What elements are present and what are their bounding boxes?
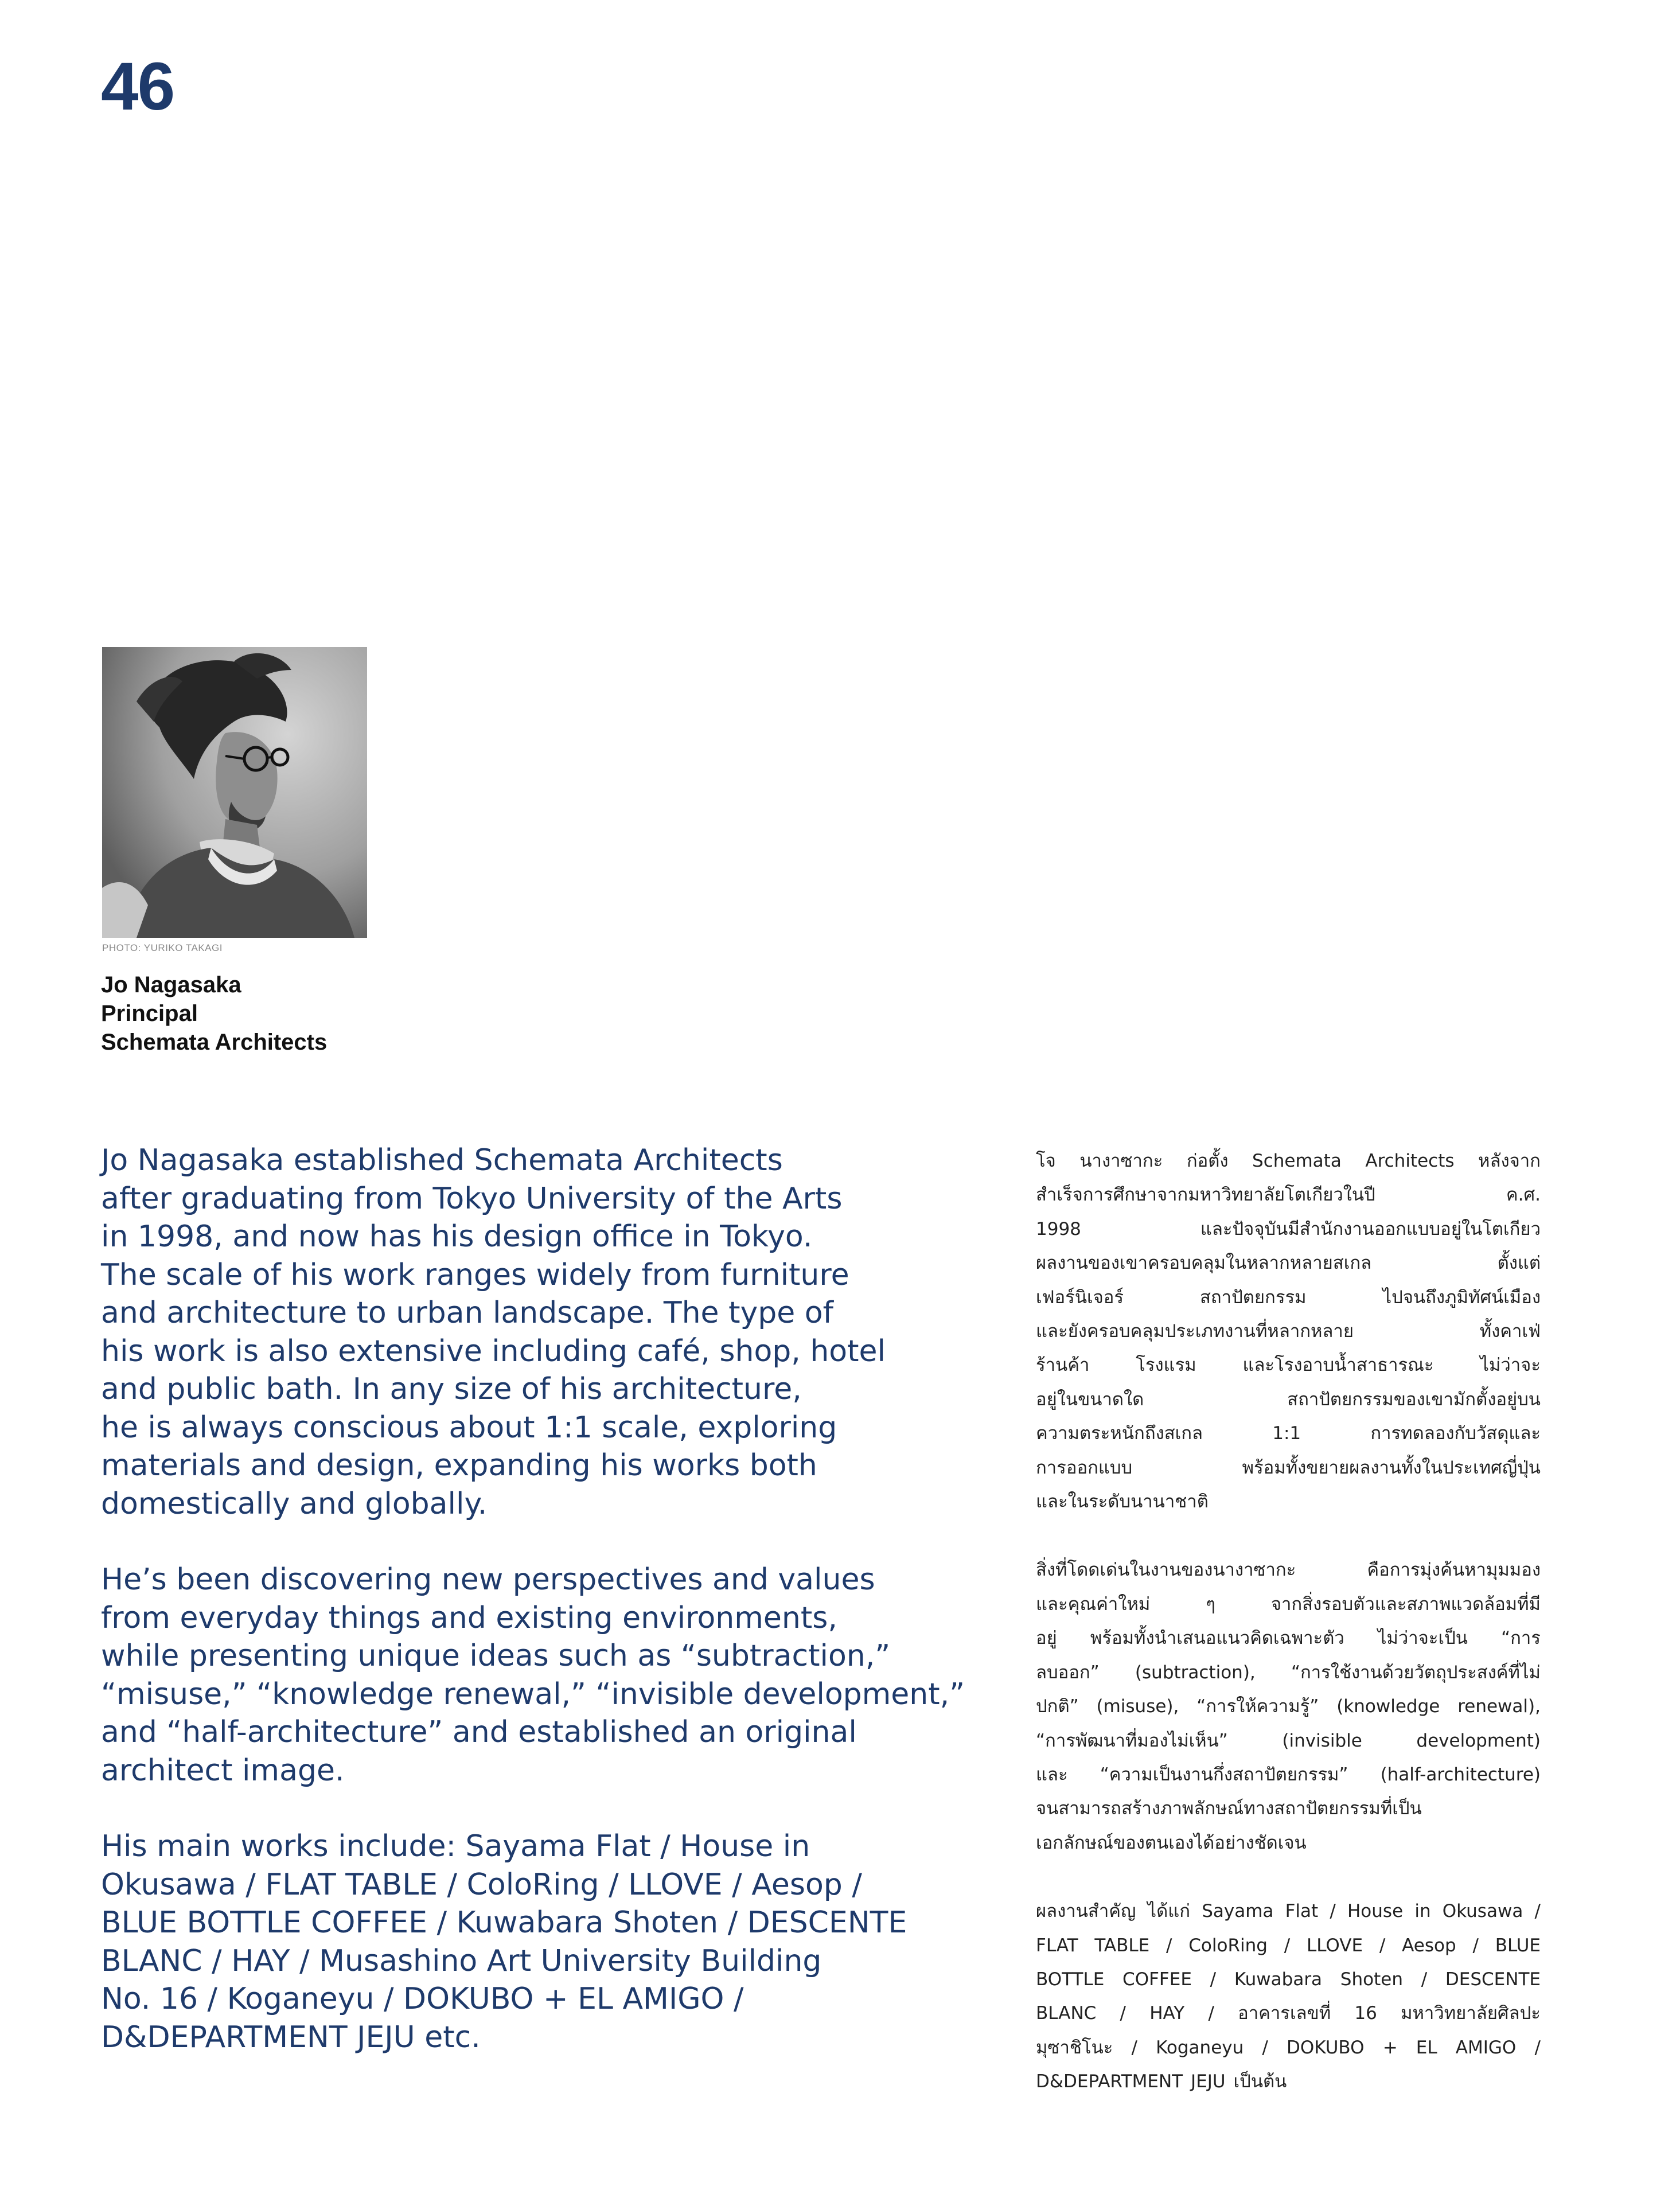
thai-word: LLOVE [1307, 1935, 1363, 1956]
english-line: while presenting unique ideas such as “subtraction,” [101, 1639, 891, 1673]
thai-line [1036, 1826, 1541, 1860]
thai-line [1036, 1417, 1541, 1451]
thai-word: เอกลักษณ์ของตนเองได้อย่างชัดเจน [1036, 1832, 1307, 1853]
thai-word: สถาปัตยกรรมของเขามักตั้งอยู่บน [1287, 1389, 1541, 1410]
thai-word: และในระดับนานาชาติ [1036, 1491, 1209, 1513]
english-paragraph [101, 1561, 965, 1790]
thai-word: ก่อตั้ง [1186, 1151, 1229, 1171]
thai-word: สิ่งที่โดดเด่นในงานของนางาซากะ [1036, 1560, 1296, 1581]
thai-word: Kuwabara [1234, 1969, 1323, 1990]
thai-word: development) [1416, 1730, 1541, 1751]
thai-word: BOTTLE [1036, 1969, 1105, 1990]
thai-word: / [1210, 1969, 1217, 1990]
thai-paragraph [1036, 1553, 1541, 1860]
thai-word: มุซาชิโนะ [1036, 2037, 1113, 2058]
thai-word: TABLE [1094, 1935, 1150, 1956]
thai-word: เฟอร์นิเจอร์ [1036, 1287, 1124, 1308]
thai-line [1036, 1724, 1541, 1758]
thai-word: ความตระหนักถึงสเกล [1036, 1423, 1203, 1444]
english-paragraph [101, 1141, 915, 1523]
thai-word: จากสิ่งรอบตัวและสภาพแวดล้อมที่มี [1270, 1593, 1541, 1615]
thai-word: ลบออก” [1036, 1662, 1100, 1683]
thai-word: Sayama [1202, 1901, 1274, 1922]
thai-line [1036, 2065, 1541, 2099]
thai-word: Okusawa [1442, 1901, 1523, 1922]
thai-word: และโรงอาบน้ำสาธารณะ [1242, 1355, 1434, 1376]
english-line: domestically and globally. [101, 1486, 488, 1521]
thai-line [1036, 2031, 1541, 2065]
thai-word: DESCENTE [1445, 1969, 1541, 1990]
thai-word: อาคารเลขที่ [1238, 2003, 1331, 2024]
thai-word: HAY [1149, 2003, 1185, 2024]
thai-word: / [1534, 2037, 1541, 2058]
thai-word: พร้อมทั้งขยายผลงานทั้งในประเทศญี่ปุ่น [1242, 1457, 1541, 1478]
thai-line [1036, 1315, 1541, 1349]
thai-word: / [1131, 2037, 1137, 2058]
thai-line [1036, 1792, 1541, 1826]
thai-word: / [1379, 1935, 1386, 1956]
thai-word: จนสามารถสร้างภาพลักษณ์ทางสถาปัตยกรรมที่เป็น [1036, 1798, 1422, 1819]
english-line: No. 16 / Koganeyu / DOKUBO + EL AMIGO / [101, 1982, 744, 2016]
thai-line [1036, 1246, 1541, 1280]
thai-word: (half-architecture) [1380, 1764, 1541, 1785]
thai-word: และยังครอบคลุมประเภทงานที่หลากหลาย [1036, 1321, 1354, 1342]
thai-word: (knowledge [1336, 1696, 1440, 1717]
thai-word: พร้อมทั้งนำเสนอแนวคิดเฉพาะตัว [1090, 1628, 1344, 1649]
thai-word: โจ [1036, 1151, 1056, 1171]
thai-word: / [1472, 1935, 1479, 1956]
photo-credit: PHOTO: YURIKO TAKAGI [102, 942, 223, 953]
thai-word: 1:1 [1272, 1423, 1301, 1444]
thai-word: Architects [1365, 1151, 1455, 1171]
thai-line [1036, 1281, 1541, 1315]
thai-word: DOKUBO [1286, 2037, 1365, 2058]
english-line: and public bath. In any size of his architecture, [101, 1372, 802, 1406]
thai-line [1036, 1690, 1541, 1724]
thai-line [1036, 1213, 1541, 1246]
thai-word: ไปจนถึงภูมิทัศน์เมือง [1382, 1287, 1541, 1308]
english-line: Jo Nagasaka established Schemata Architects [101, 1143, 783, 1178]
thai-word: + [1382, 2037, 1398, 2058]
person-company: Schemata Architects [101, 1030, 328, 1055]
thai-word: ผลงานของเขาครอบคลุมในหลากหลายสเกล [1036, 1253, 1372, 1274]
thai-line [1036, 1485, 1541, 1519]
thai-word: 1998 [1036, 1218, 1081, 1240]
thai-word: / [1166, 1935, 1172, 1956]
english-line: materials and design, expanding his works both [101, 1448, 817, 1483]
thai-word: JEJU [1191, 2071, 1226, 2092]
person-name: Jo Nagasaka [101, 972, 241, 997]
english-line: and architecture to urban landscape. The type of [101, 1296, 833, 1330]
thai-word: (misuse), [1096, 1696, 1179, 1717]
thai-word: BLUE [1495, 1935, 1541, 1956]
thai-word: / [1330, 1901, 1336, 1922]
english-line: He’s been discovering new perspectives and values [101, 1562, 875, 1597]
page-number: 46 [101, 49, 174, 124]
thai-word: “การให้ความรู้” [1196, 1696, 1319, 1717]
thai-word: Schemata [1252, 1151, 1342, 1171]
thai-word: และ [1036, 1764, 1068, 1785]
english-line: after graduating from Tokyo University of the Arts [101, 1181, 843, 1216]
thai-word: (subtraction), [1135, 1662, 1256, 1683]
thai-word: / [1284, 1935, 1291, 1956]
thai-line [1036, 1451, 1541, 1485]
thai-word: “การ [1501, 1628, 1541, 1649]
english-line: architect image. [101, 1753, 345, 1788]
thai-word: D&DEPARTMENT [1036, 2071, 1183, 2092]
thai-line [1036, 1758, 1541, 1792]
thai-word: / [1120, 2003, 1126, 2024]
english-line: His main works include: Sayama Flat / House in [101, 1829, 810, 1864]
thai-word: ไม่ว่าจะเป็น [1377, 1628, 1468, 1649]
thai-word: Koganeyu [1156, 2037, 1244, 2058]
thai-word: renewal), [1457, 1696, 1541, 1717]
thai-word: และคุณค่าใหม่ [1036, 1593, 1151, 1615]
thai-line [1036, 1178, 1541, 1212]
thai-word: AMIGO [1455, 2037, 1517, 2058]
thai-word: House [1347, 1901, 1404, 1922]
thai-word: Flat [1285, 1901, 1319, 1922]
thai-word: มหาวิทยาลัยศิลปะ [1401, 2003, 1541, 2024]
english-paragraph [101, 1827, 915, 2056]
thai-paragraph [1036, 1895, 1541, 2099]
english-line: he is always conscious about 1:1 scale, exploring [101, 1410, 837, 1445]
thai-line [1036, 1349, 1541, 1382]
thai-line [1036, 1588, 1541, 1622]
thai-word: “การใช้งานด้วยวัตถุประสงค์ที่ไม่ [1291, 1662, 1541, 1683]
thai-word: 16 [1354, 2003, 1377, 2024]
thai-line [1036, 1622, 1541, 1655]
thai-line [1036, 1144, 1541, 1178]
thai-word: ผลงานสำคัญ [1036, 1901, 1136, 1922]
thai-word: และปัจจุบันมีสำนักงานออกแบบอยู่ในโตเกียว [1200, 1218, 1541, 1240]
english-line: The scale of his work ranges widely from furniture [101, 1257, 849, 1292]
thai-word: Aesop [1402, 1935, 1456, 1956]
english-line: BLUE BOTTLE COFFEE / Kuwabara Shoten / DESCENTE [101, 1905, 907, 1940]
thai-word: โรงแรม [1136, 1355, 1196, 1376]
thai-word: EL [1416, 2037, 1437, 2058]
thai-word: / [1262, 2037, 1268, 2058]
thai-paragraph [1036, 1144, 1541, 1519]
thai-word: คือการมุ่งค้นหามุมมอง [1367, 1560, 1541, 1581]
thai-word: ตั้งแต่ [1497, 1253, 1541, 1274]
english-biography [101, 1141, 965, 2056]
english-line: BLANC / HAY / Musashino Art University Building [101, 1943, 822, 1978]
thai-word: ปกติ” [1036, 1696, 1079, 1717]
thai-word: การออกแบบ [1036, 1457, 1133, 1478]
thai-line [1036, 1383, 1541, 1417]
thai-word: เป็นต้น [1233, 2071, 1287, 2092]
thai-word: “ความเป็นงานกึ่งสถาปัตยกรรม” [1100, 1764, 1348, 1785]
thai-word: in [1414, 1901, 1431, 1922]
english-line: in 1998, and now has his design office in Tokyo. [101, 1219, 813, 1254]
thai-word: BLANC [1036, 2003, 1097, 2024]
thai-word: ได้แก่ [1147, 1901, 1191, 1922]
thai-word: ค.ศ. [1506, 1184, 1541, 1206]
thai-word: ทั้งคาเฟ่ [1479, 1321, 1541, 1342]
thai-line [1036, 1929, 1541, 1963]
thai-word: ร้านค้า [1036, 1355, 1090, 1376]
thai-word: ColoRing [1188, 1935, 1268, 1956]
thai-word: หลังจาก [1478, 1151, 1541, 1171]
thai-word: / [1208, 2003, 1214, 2024]
thai-word: ไม่ว่าจะ [1480, 1355, 1541, 1376]
thai-word: FLAT [1036, 1935, 1078, 1956]
portrait-illustration [102, 647, 367, 938]
thai-word: การทดลองกับวัสดุและ [1370, 1423, 1541, 1444]
thai-word: (invisible [1282, 1730, 1362, 1751]
thai-word: / [1421, 1969, 1428, 1990]
portrait-photo [102, 647, 367, 938]
english-line: Okusawa / FLAT TABLE / ColoRing / LLOVE / Aesop / [101, 1867, 862, 1902]
thai-line [1036, 1553, 1541, 1587]
thai-line [1036, 1997, 1541, 2030]
thai-line [1036, 1963, 1541, 1997]
thai-biography [1036, 1144, 1541, 2099]
thai-word: “การพัฒนาที่มองไม่เห็น” [1036, 1730, 1228, 1751]
thai-word: สำเร็จการศึกษาจากมหาวิทยาลัยโตเกียวในปี [1036, 1184, 1375, 1206]
thai-word: อยู่ในขนาดใด [1036, 1389, 1144, 1410]
english-line: and “half-architecture” and established an original [101, 1715, 857, 1749]
person-role: Principal [101, 1001, 198, 1026]
thai-word: Shoten [1340, 1969, 1403, 1990]
thai-word: COFFEE [1122, 1969, 1192, 1990]
thai-line [1036, 1895, 1541, 1928]
english-line: D&DEPARTMENT JEJU etc. [101, 2020, 481, 2055]
thai-word: นางาซากะ [1079, 1151, 1163, 1171]
thai-word: ๆ [1206, 1593, 1215, 1615]
thai-line [1036, 1656, 1541, 1690]
english-line: from everyday things and existing environments, [101, 1600, 837, 1635]
thai-word: / [1534, 1901, 1541, 1922]
person-info [101, 971, 327, 1057]
thai-word: สถาปัตยกรรม [1199, 1287, 1307, 1308]
thai-word: อยู่ [1036, 1628, 1057, 1649]
english-line: his work is also extensive including café, shop, hotel [101, 1334, 886, 1369]
english-line: “misuse,” “knowledge renewal,” “invisible development,” [101, 1677, 965, 1712]
